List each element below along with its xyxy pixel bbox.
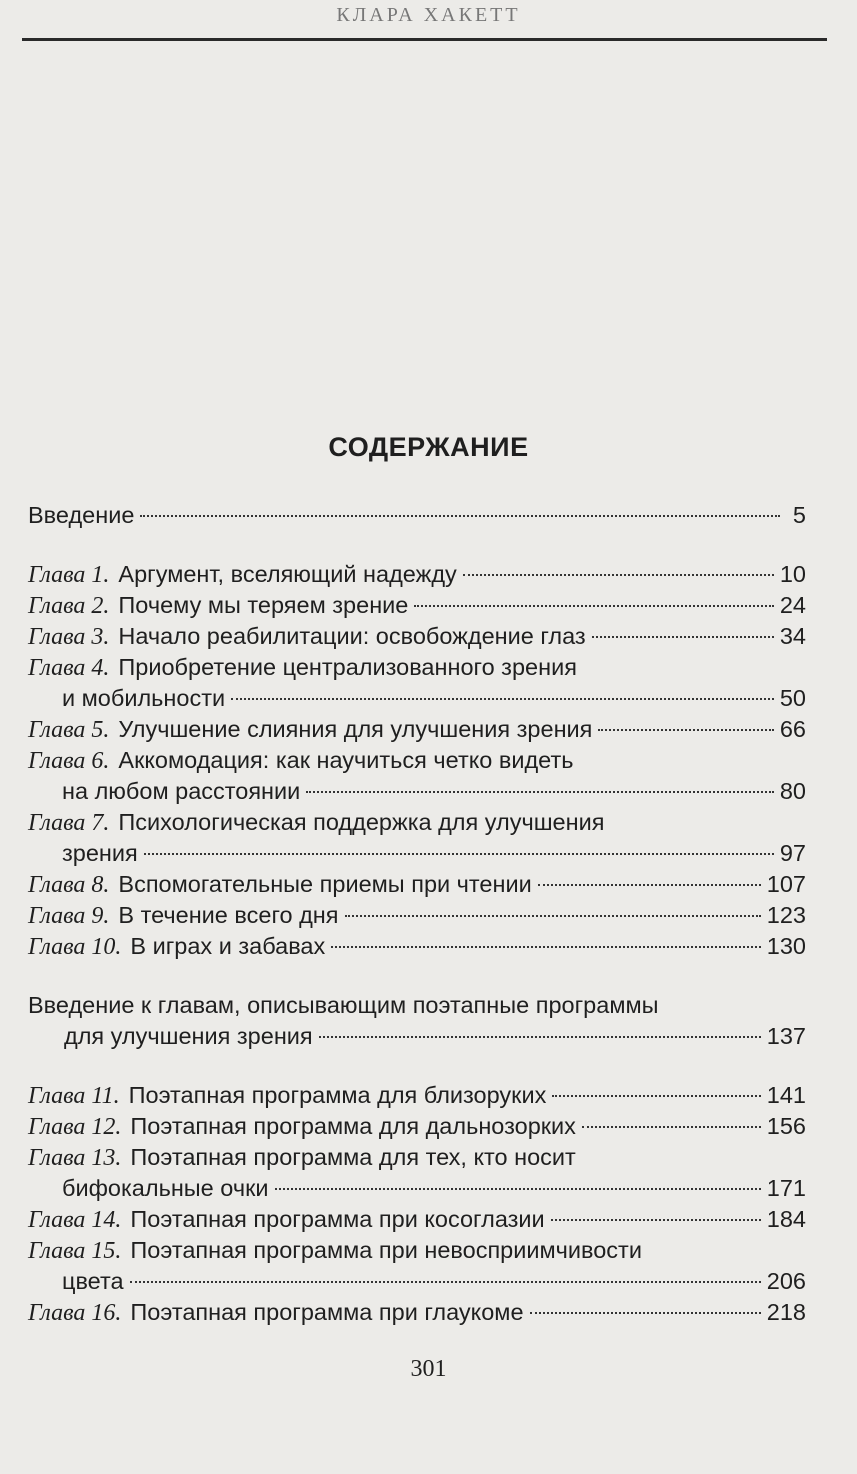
toc-entry[interactable] — [28, 1142, 806, 1204]
toc-entry-title: Аккомодация: как научиться четко видеть — [118, 747, 574, 773]
toc-line — [28, 621, 806, 652]
leader-dots — [144, 853, 774, 855]
leader-dots — [538, 884, 761, 886]
chapter-label: Глава 4. — [28, 655, 110, 681]
toc-entry-title: В течение всего дня — [118, 902, 339, 928]
toc-title: СОДЕРЖАНИЕ — [328, 432, 529, 462]
spacer — [28, 962, 806, 990]
chapter-label: Глава 2. — [28, 593, 110, 619]
toc-entry-title: Введение — [28, 502, 135, 528]
toc-page-number: 50 — [779, 685, 806, 711]
programs-intro — [28, 990, 806, 1052]
toc-entry-intro[interactable] — [28, 500, 806, 531]
toc-line — [28, 1266, 806, 1297]
toc-page-number: 34 — [779, 623, 806, 649]
running-title: КЛАРА ХАКЕТТ — [336, 4, 521, 26]
toc-line — [28, 745, 806, 776]
chapter-label: Глава 1. — [28, 562, 110, 588]
toc-page-number: 66 — [779, 716, 806, 742]
toc-line — [28, 931, 806, 962]
toc-line — [28, 1297, 806, 1328]
chapter-label: Глава 16. — [28, 1300, 122, 1326]
toc-entry-programs-intro[interactable] — [28, 990, 806, 1052]
toc-entry-title: Поэтапная программа при невосприимчивости — [130, 1237, 642, 1263]
toc-entry[interactable] — [28, 652, 806, 714]
chapter-label: Глава 14. — [28, 1207, 122, 1233]
toc-line — [28, 714, 806, 745]
toc-entry[interactable] — [28, 1235, 806, 1297]
leader-dots — [275, 1188, 761, 1190]
toc-entry-title: для улучшения зрения — [64, 1023, 313, 1049]
toc-line — [28, 838, 806, 869]
toc-entry[interactable] — [28, 714, 806, 745]
toc-entry-title: Введение к главам, описывающим поэтапные программы — [28, 992, 659, 1018]
toc-line — [28, 1142, 806, 1173]
running-header — [0, 0, 857, 44]
toc-entry-title: бифокальные очки — [62, 1175, 269, 1201]
toc-page-number: 184 — [766, 1206, 806, 1232]
spacer — [28, 1052, 806, 1080]
toc-entry[interactable] — [28, 900, 806, 931]
toc-line — [28, 590, 806, 621]
toc-page-number: 107 — [766, 871, 806, 897]
leader-dots — [530, 1312, 761, 1314]
toc-entry[interactable] — [28, 1204, 806, 1235]
toc-line — [28, 1021, 806, 1052]
toc-entry-title: Поэтапная программа для дальнозорких — [130, 1113, 576, 1139]
leader-dots — [231, 698, 774, 700]
chapter-label: Глава 6. — [28, 748, 110, 774]
toc-entry-title: Начало реабилитации: освобождение глаз — [118, 623, 586, 649]
chapter-label: Глава 3. — [28, 624, 110, 650]
toc-page-number: 206 — [766, 1268, 806, 1294]
toc-page-number: 5 — [792, 502, 806, 528]
chapter-label: Глава 7. — [28, 810, 110, 836]
toc-line — [28, 683, 806, 714]
toc-entry-title: Поэтапная программа для тех, кто носит — [130, 1144, 576, 1170]
toc-entry-title: цвета — [62, 1268, 124, 1294]
toc-entry-title: В играх и забавах — [130, 933, 326, 959]
toc-line — [28, 776, 806, 807]
chapter-label: Глава 5. — [28, 717, 110, 743]
toc-page-number: 10 — [779, 561, 806, 587]
toc-line — [28, 990, 806, 1021]
chapter-label: Глава 9. — [28, 903, 110, 929]
toc-entry-title: зрения — [62, 840, 138, 866]
toc-entry-title: Вспомогательные приемы при чтении — [118, 871, 532, 897]
page-number: 301 — [410, 1356, 447, 1382]
leader-dots — [306, 791, 774, 793]
toc-line — [28, 1080, 806, 1111]
toc-line — [28, 1111, 806, 1142]
toc-page-number: 123 — [766, 902, 806, 928]
leader-dots — [319, 1036, 761, 1038]
toc-page-number: 171 — [766, 1175, 806, 1201]
header-rule — [22, 38, 827, 41]
toc-entry[interactable] — [28, 745, 806, 807]
toc-entry-title: Психологическая поддержка для улучшения — [118, 809, 605, 835]
leader-dots — [130, 1281, 761, 1283]
toc-entry[interactable] — [28, 559, 806, 590]
toc-line — [28, 807, 806, 838]
leader-dots — [140, 515, 780, 517]
leader-dots — [345, 915, 761, 917]
toc-page-number: 137 — [766, 1023, 806, 1049]
toc-entry[interactable] — [28, 1297, 806, 1328]
chapter-label: Глава 12. — [28, 1114, 122, 1140]
leader-dots — [552, 1095, 760, 1097]
toc-page-number: 130 — [766, 933, 806, 959]
toc-entry-title: Поэтапная программа при косоглазии — [130, 1206, 545, 1232]
toc-entry-title: Аргумент, вселяющий надежду — [118, 561, 457, 587]
toc-entry[interactable] — [28, 621, 806, 652]
toc-page-number: 80 — [779, 778, 806, 804]
toc-line — [28, 559, 806, 590]
chapter-label: Глава 10. — [28, 934, 122, 960]
toc-line — [28, 1173, 806, 1204]
spacer — [28, 531, 806, 559]
toc-entry-title: Приобретение централизованного зрения — [118, 654, 577, 680]
toc-line — [28, 900, 806, 931]
toc-entry[interactable] — [28, 590, 806, 621]
toc-entry-title: и мобильности — [62, 685, 226, 711]
leader-dots — [582, 1126, 761, 1128]
chapter-label: Глава 11. — [28, 1083, 120, 1109]
chapter-list — [28, 559, 806, 962]
toc-entry-title: Поэтапная программа при глаукоме — [130, 1299, 524, 1325]
toc-line — [28, 1235, 806, 1266]
toc-entry-title: Улучшение слияния для улучшения зрения — [118, 716, 593, 742]
chapter-label: Глава 15. — [28, 1238, 122, 1264]
leader-dots — [331, 946, 761, 948]
toc-entry[interactable] — [28, 869, 806, 900]
toc-page-number: 24 — [779, 592, 806, 618]
toc-entry-title: на любом расстоянии — [62, 778, 301, 804]
table-of-contents — [28, 500, 806, 1328]
toc-entry[interactable] — [28, 1080, 806, 1111]
program-list — [28, 1080, 806, 1328]
toc-entry[interactable] — [28, 931, 806, 962]
toc-page-number: 97 — [779, 840, 806, 866]
toc-page-number: 156 — [766, 1113, 806, 1139]
toc-page-number: 141 — [766, 1082, 806, 1108]
toc-line — [28, 1204, 806, 1235]
leader-dots — [592, 636, 774, 638]
toc-line — [28, 652, 806, 683]
toc-entry[interactable] — [28, 807, 806, 869]
chapter-label: Глава 8. — [28, 872, 110, 898]
toc-page-number: 218 — [766, 1299, 806, 1325]
toc-entry[interactable] — [28, 1111, 806, 1142]
leader-dots — [463, 574, 774, 576]
toc-entry-title: Почему мы теряем зрение — [118, 592, 409, 618]
leader-dots — [414, 605, 773, 607]
toc-entry-title: Поэтапная программа для близоруких — [128, 1082, 547, 1108]
toc-line — [28, 869, 806, 900]
leader-dots — [551, 1219, 761, 1221]
leader-dots — [598, 729, 773, 731]
chapter-label: Глава 13. — [28, 1145, 122, 1171]
